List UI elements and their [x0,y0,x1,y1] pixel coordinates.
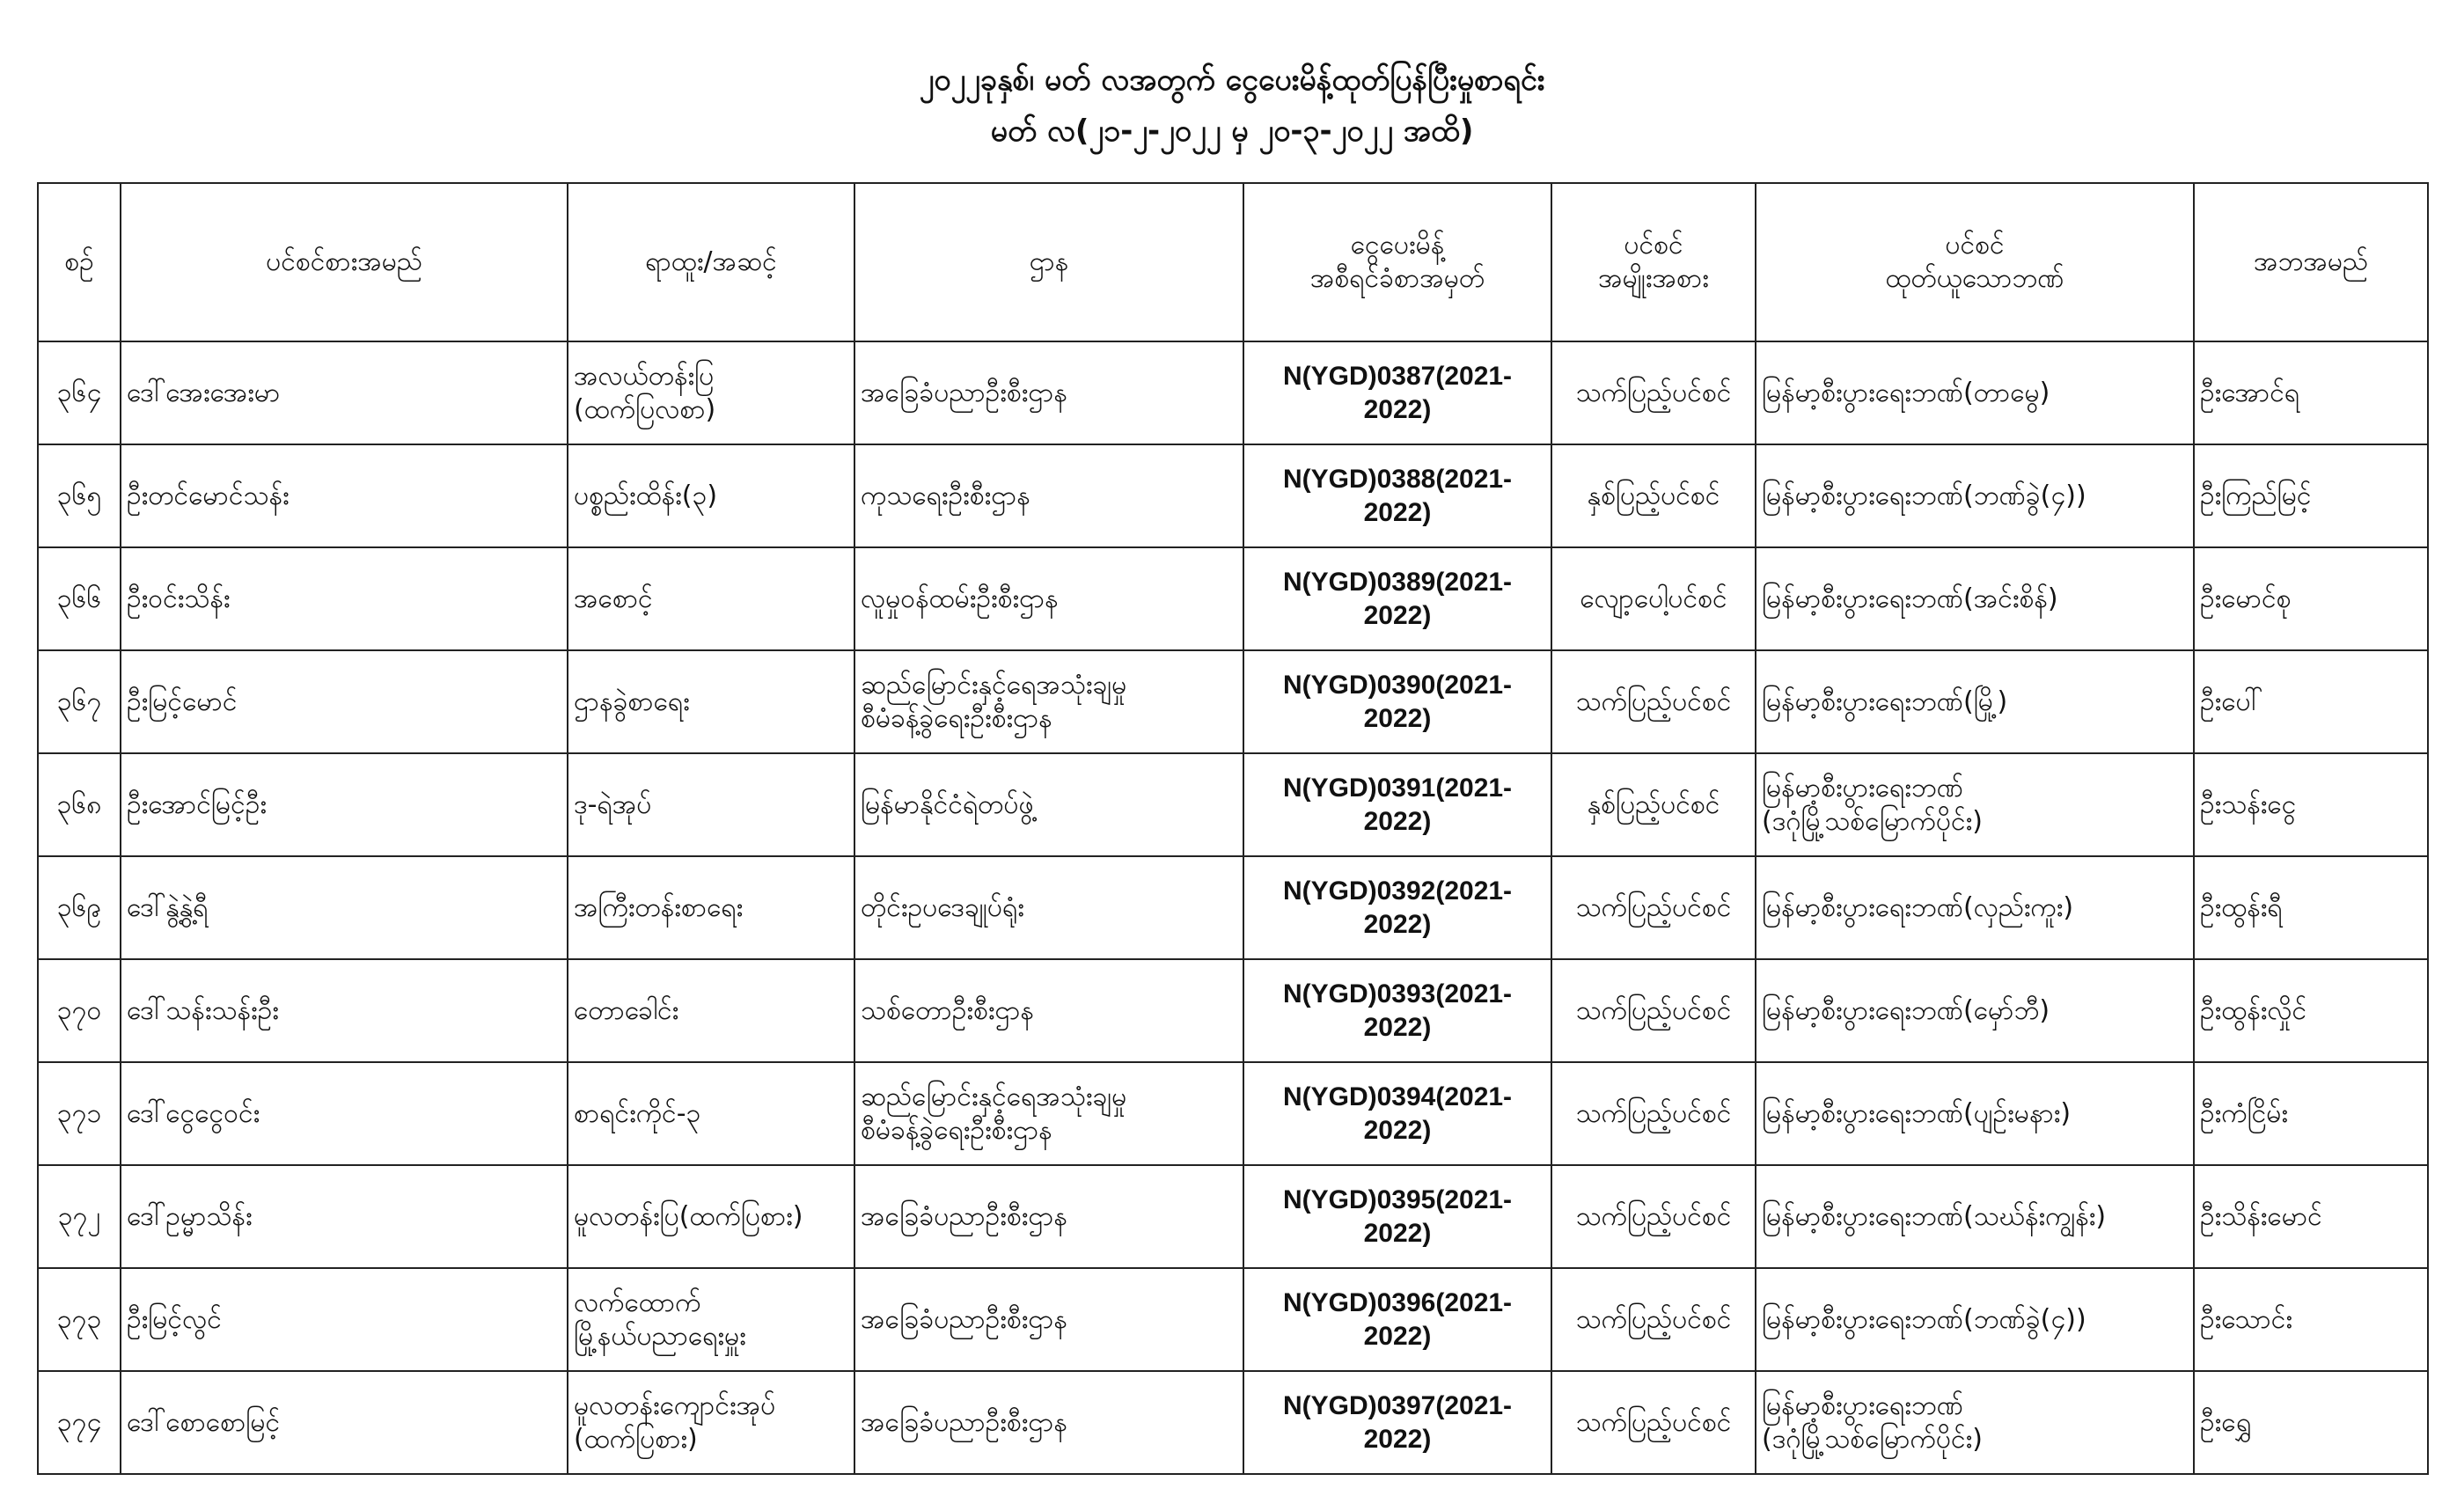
rank-cell-line: (ထက်ပြစား) [574,1423,698,1455]
table-header-row [38,183,2428,341]
pension-table [37,182,2429,1475]
bank-cell [1756,444,2194,547]
department-cell [854,1062,1243,1165]
pensioner-name-cell: ဦးမြင့်မောင် [121,650,568,753]
pension-type-cell: သက်ပြည့်ပင်စင် [1551,856,1756,959]
order-number-cell: N(YGD)0388(2021-2022) [1243,444,1551,547]
rank-cell [568,753,854,856]
pensioner-name-cell: ဦးမြင့်လွင် [121,1268,568,1371]
order-number-cell: N(YGD)0392(2021-2022) [1243,856,1551,959]
table-row [38,547,2428,650]
father-name-cell: ဦးကြည်မြင့် [2194,444,2428,547]
bank-cell-line: မြန်မာ့စီးပွားရေးဘဏ်(အင်းစိန်) [1762,583,2058,614]
rank-cell-line: တောခေါင်း [574,994,679,1026]
table-row [38,444,2428,547]
department-cell [854,856,1243,959]
father-name-cell: ဦးထွန်းလှိုင် [2194,959,2428,1062]
col-header-pension-type: ပင်စင် အမျိုးအစား [1551,183,1756,341]
department-cell-line: ဆည်မြောင်းနှင့်ရေအသုံးချမှု [861,669,1127,700]
pension-type-cell: သက်ပြည့်ပင်စင် [1551,1062,1756,1165]
rank-cell [568,1268,854,1371]
department-cell [854,959,1243,1062]
table-row [38,1268,2428,1371]
father-name-cell: ဦးအောင်ရ [2194,341,2428,444]
pensioner-name-cell: ဒေါ်စောစောမြင့် [121,1371,568,1474]
table-row [38,1165,2428,1268]
col-header-bank: ပင်စင် ထုတ်ယူသောဘဏ် [1756,183,2194,341]
rank-cell [568,341,854,444]
col-header-father-name: အဘအမည် [2194,183,2428,341]
department-cell-line: အခြေခံပညာဦးစီးဌာန [861,1406,1067,1438]
bank-cell-line: မြန်မာ့စီးပွားရေးဘဏ်(သဃ်န်းကျွန်း) [1762,1200,2107,1232]
pension-type-cell: သက်ပြည့်ပင်စင် [1551,650,1756,753]
bank-cell [1756,1268,2194,1371]
serial-cell: ၃၆၆ [38,547,121,650]
department-cell-line: ဆည်မြောင်းနှင့်ရေအသုံးချမှု [861,1081,1127,1112]
bank-cell [1756,856,2194,959]
father-name-cell: ဦးမောင်စု [2194,547,2428,650]
rank-cell-line: အစောင့် [574,583,653,614]
department-cell [854,444,1243,547]
serial-cell: ၃၆၅ [38,444,121,547]
rank-cell-line: အလယ်တန်းပြ [574,360,715,392]
department-cell-line: တိုင်းဥပဒေချုပ်ရုံး [861,891,1024,923]
pensioner-name-cell: ဒေါ်နွဲ့နွဲ့ရီ [121,856,568,959]
pensioner-name-cell: ဦးအောင်မြင့်ဦး [121,753,568,856]
order-number-cell: N(YGD)0394(2021-2022) [1243,1062,1551,1165]
rank-cell-line: စာရင်းကိုင်-၃ [574,1097,701,1129]
rank-cell-line: (ထက်ပြလစာ) [574,393,716,425]
department-cell [854,341,1243,444]
table-row [38,1371,2428,1474]
bank-cell-line: မြန်မာ့စီးပွားရေးဘဏ်(တာမွေ) [1762,377,2050,408]
pension-type-cell: နှစ်ပြည့်ပင်စင် [1551,753,1756,856]
bank-cell [1756,341,2194,444]
serial-cell: ၃၇၀ [38,959,121,1062]
father-name-cell: ဦးကံငြိမ်း [2194,1062,2428,1165]
rank-cell-line: ဌာနခွဲစာရေး [574,686,690,717]
table-row [38,753,2428,856]
father-name-cell: ဦးထွန်းရီ [2194,856,2428,959]
table-row [38,1062,2428,1165]
rank-cell [568,1165,854,1268]
rank-cell [568,650,854,753]
pension-type-cell: သက်ပြည့်ပင်စင် [1551,1268,1756,1371]
order-number-cell: N(YGD)0397(2021-2022) [1243,1371,1551,1474]
father-name-cell: ဦးသိန်းမောင် [2194,1165,2428,1268]
table-row [38,341,2428,444]
bank-cell [1756,650,2194,753]
bank-cell-line: မြန်မာ့စီးပွားရေးဘဏ်(ဘဏ်ခွဲ(၄)) [1762,480,2086,511]
pension-type-cell: လျော့ပေါ့ပင်စင် [1551,547,1756,650]
pension-type-cell: နှစ်ပြည့်ပင်စင် [1551,444,1756,547]
col-header-serial: စဉ် [38,183,121,341]
department-cell-line: ကုသရေးဦးစီးဌာန [861,480,1030,511]
rank-cell-line: မြို့နယ်ပညာရေးမှူး [574,1320,746,1352]
order-number-cell: N(YGD)0396(2021-2022) [1243,1268,1551,1371]
bank-cell [1756,1371,2194,1474]
bank-cell [1756,547,2194,650]
rank-cell [568,1062,854,1165]
bank-cell [1756,1165,2194,1268]
serial-cell: ၃၇၃ [38,1268,121,1371]
serial-cell: ၃၆၇ [38,650,121,753]
order-number-cell: N(YGD)0387(2021-2022) [1243,341,1551,444]
bank-cell [1756,1062,2194,1165]
department-cell-line: လူမှုဝန်ထမ်းဦးစီးဌာန [861,583,1059,614]
department-cell-line: စီမံခန့်ခွဲရေးဦးစီးဌာန [861,1114,1052,1146]
document-header [0,55,2464,157]
bank-cell-line: မြန်မာ့စီးပွားရေးဘဏ်(လှည်းကူး) [1762,891,2074,923]
serial-cell: ၃၆၄ [38,341,121,444]
rank-cell-line: ပစ္စည်းထိန်း(၃) [574,480,718,511]
department-cell [854,650,1243,753]
col-header-pensioner-name: ပင်စင်စားအမည် [121,183,568,341]
pensioner-name-cell: ဦးဝင်းသိန်း [121,547,568,650]
bank-cell-line: (ဒဂုံမြို့သစ်မြောက်ပိုင်း) [1762,805,1983,837]
order-number-cell: N(YGD)0395(2021-2022) [1243,1165,1551,1268]
pensioner-name-cell: ဒေါ်အေးအေးမာ [121,341,568,444]
pensioner-name-cell: ဒေါ်ငွေငွေဝင်း [121,1062,568,1165]
department-cell-line: အခြေခံပညာဦးစီးဌာန [861,1303,1067,1335]
pension-type-cell: သက်ပြည့်ပင်စင် [1551,1371,1756,1474]
document-title: ၂၀၂၂ခုနှစ်၊ မတ် လအတွက် ငွေပေးမိန့်ထုတ်ပြန်ပြီးမှုစာရင်း [919,62,1545,98]
order-number-cell: N(YGD)0393(2021-2022) [1243,959,1551,1062]
order-number-cell: N(YGD)0391(2021-2022) [1243,753,1551,856]
rank-cell [568,444,854,547]
bank-cell-line: မြန်မာ့စီးပွားရေးဘဏ် [1762,772,1963,803]
rank-cell [568,959,854,1062]
rank-cell-line: ဒု-ရဲအုပ် [574,788,652,820]
department-cell-line: စီမံခန့်ခွဲရေးဦးစီးဌာန [861,702,1052,734]
rank-cell-line: မူလတန်းကျောင်းအုပ် [574,1390,776,1421]
bank-cell-line: မြန်မာ့စီးပွားရေးဘဏ်(ဘဏ်ခွဲ(၄)) [1762,1303,2086,1335]
rank-cell [568,1371,854,1474]
bank-cell-line: မြန်မာ့စီးပွားရေးဘဏ် [1762,1390,1963,1421]
department-cell [854,1371,1243,1474]
col-header-order-number: ငွေပေးမိန့် အစီရင်ခံစာအမှတ် [1243,183,1551,341]
bank-cell-line: (ဒဂုံမြို့သစ်မြောက်ပိုင်း) [1762,1423,1983,1455]
serial-cell: ၃၇၂ [38,1165,121,1268]
bank-cell-line: မြန်မာ့စီးပွားရေးဘဏ်(မှော်ဘီ) [1762,994,2050,1026]
bank-cell-line: မြန်မာ့စီးပွားရေးဘဏ်(မြို့) [1762,686,2008,717]
pensioner-name-cell: ဒေါ်ဥမ္မာသိန်း [121,1165,568,1268]
table-row [38,650,2428,753]
table-row [38,856,2428,959]
pension-type-cell: သက်ပြည့်ပင်စင် [1551,959,1756,1062]
serial-cell: ၃၇၄ [38,1371,121,1474]
father-name-cell: ဦးရွှေ [2194,1371,2428,1474]
department-cell [854,1268,1243,1371]
date-range-subtitle: မတ် လ(၂၁-၂-၂၀၂၂ မှ ၂၀-၃-၂၀၂၂ အထိ) [990,114,1474,149]
col-header-department: ဌာန [854,183,1243,341]
department-cell [854,1165,1243,1268]
pensioner-name-cell: ဒေါ်သန်းသန်းဦး [121,959,568,1062]
pension-type-cell: သက်ပြည့်ပင်စင် [1551,1165,1756,1268]
bank-cell [1756,753,2194,856]
order-number-cell: N(YGD)0390(2021-2022) [1243,650,1551,753]
rank-cell-line: အကြီးတန်းစာရေး [574,891,744,923]
father-name-cell: ဦးသောင်း [2194,1268,2428,1371]
rank-cell-line: မူလတန်းပြ(ထက်ပြစား) [574,1200,803,1232]
department-cell-line: အခြေခံပညာဦးစီးဌာန [861,1200,1067,1232]
serial-cell: ၃၆၉ [38,856,121,959]
col-header-rank: ရာထူး/အဆင့် [568,183,854,341]
bank-cell [1756,959,2194,1062]
table-row [38,959,2428,1062]
order-number-cell: N(YGD)0389(2021-2022) [1243,547,1551,650]
rank-cell [568,547,854,650]
rank-cell [568,856,854,959]
pension-type-cell: သက်ပြည့်ပင်စင် [1551,341,1756,444]
table-body [38,341,2428,1474]
rank-cell-line: လက်ထောက် [574,1287,701,1318]
department-cell-line: သစ်တောဦးစီးဌာန [861,994,1034,1026]
serial-cell: ၃၇၁ [38,1062,121,1165]
pensioner-name-cell: ဦးတင်မောင်သန်း [121,444,568,547]
department-cell-line: အခြေခံပညာဦးစီးဌာန [861,377,1067,408]
department-cell [854,753,1243,856]
father-name-cell: ဦးပေါ် [2194,650,2428,753]
father-name-cell: ဦးသန်းငွေ [2194,753,2428,856]
department-cell-line: မြန်မာနိုင်ငံရဲတပ်ဖွဲ့ [861,788,1034,820]
serial-cell: ၃၆၈ [38,753,121,856]
department-cell [854,547,1243,650]
bank-cell-line: မြန်မာ့စီးပွားရေးဘဏ်(ပျဉ်းမနား) [1762,1097,2072,1129]
